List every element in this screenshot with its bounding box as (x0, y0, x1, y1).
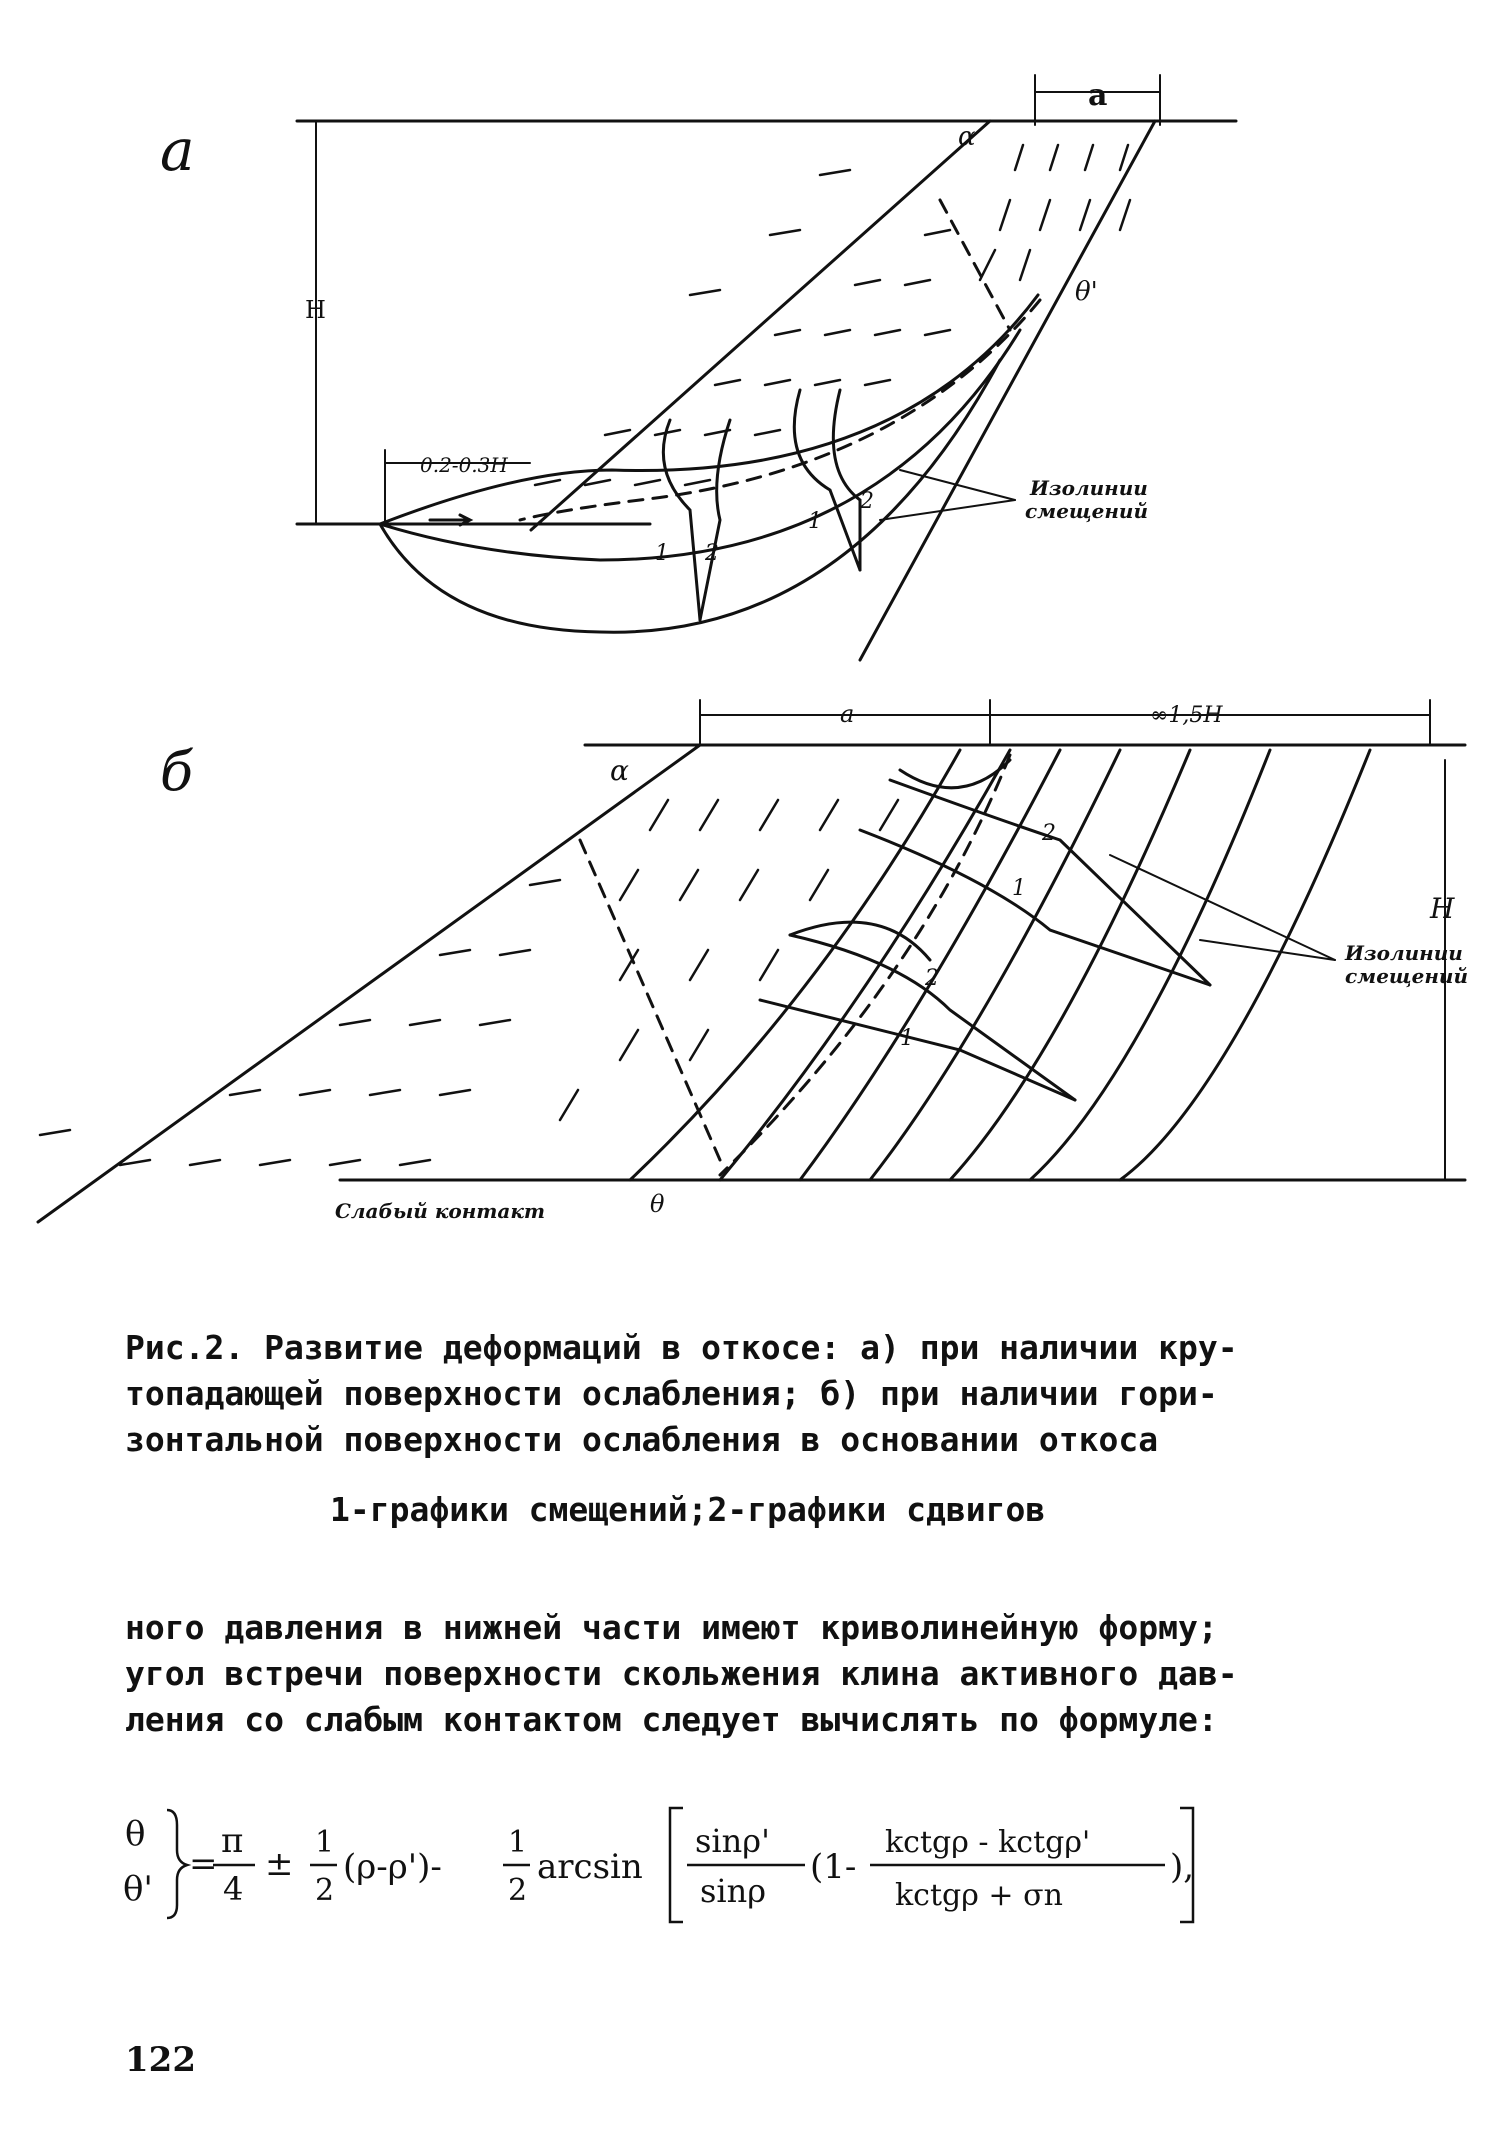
panel-a-label: а (160, 116, 195, 184)
dashed-internal-line (940, 200, 1010, 330)
figure-legend: 1-графики смещений;2-графики сдвигов (330, 1490, 1046, 1529)
figure-caption (125, 1325, 1425, 1463)
theta-prime-label-a: θ' (1075, 277, 1098, 307)
isolines-label-a-1: Изолинии (1030, 476, 1148, 500)
weak-contact-label: Слабый контакт (335, 1199, 546, 1223)
lhs-theta-prime: θ' (123, 1869, 153, 1909)
isolines-label-a-2: смещений (1025, 499, 1148, 523)
theta-label-b: θ (650, 1190, 665, 1218)
one-minus: (1- (810, 1847, 857, 1887)
sin-denominator: sinρ (700, 1872, 767, 1910)
panel-b-hatching (40, 800, 898, 1165)
height-label-a: H (305, 296, 326, 324)
pm-sign: ± (265, 1844, 294, 1884)
curve-2-label-b2: 2 (925, 966, 939, 991)
alpha-label-b: α (610, 754, 629, 787)
height-label-b: H (1430, 892, 1455, 925)
curve-2-label-a2: 2 (860, 489, 874, 514)
half-den-1: 2 (315, 1873, 335, 1908)
displacement-plot-1b (794, 390, 860, 570)
steep-weakness-line (860, 121, 1155, 660)
slip-curve-b1 (720, 750, 1010, 1180)
panel-b-label: б (160, 740, 193, 803)
sin-numerator: sinρ' (695, 1822, 770, 1860)
curve-1-label-a1: 1 (655, 541, 669, 566)
left-bracket (670, 1808, 683, 1922)
width-label-b-a: a (840, 700, 855, 728)
slip-curve-b7 (630, 750, 960, 1180)
offset-label-a: 0.2-0.3H (420, 453, 508, 477)
kctg-denominator: kctgρ + σn (895, 1878, 1063, 1913)
panel-b-diagram (38, 700, 1465, 1222)
theta-formula (115, 1790, 1415, 1940)
displacement-plot-2a (700, 420, 730, 620)
slip-curve-b3 (870, 750, 1120, 1180)
rho-diff: (ρ-ρ')- (343, 1847, 442, 1887)
curve-1-label-a2: 1 (808, 509, 822, 534)
slip-curve-b2 (800, 750, 1060, 1180)
slip-curve-outer (380, 360, 1000, 632)
lhs-theta: θ (125, 1814, 146, 1854)
slope-face (531, 121, 990, 530)
dashed-slip-b (720, 755, 1010, 1175)
page-number: 122 (125, 2040, 196, 2080)
panel-a-diagram (297, 75, 1236, 660)
width-label-a: а (1088, 78, 1108, 113)
pi-symbol: π (221, 1821, 244, 1861)
curve-1-label-b2: 1 (900, 1026, 914, 1051)
body-line-2: угол встречи поверхности скольжения клина активного дав- (125, 1654, 1238, 1693)
caption-line-3: зонтальной поверхности ослабления в основании откоса (125, 1420, 1159, 1459)
alpha-label-a: α (958, 122, 976, 152)
curve-2-label-b1: 2 (1042, 821, 1056, 846)
body-line-1: ного давления в нижней части имеют криволинейную форму; (125, 1608, 1218, 1647)
curve-1-label-b1: 1 (1012, 876, 1026, 901)
half-den-2: 2 (508, 1873, 528, 1908)
displacement-plot-1a (663, 420, 700, 620)
bump-upper (900, 760, 1010, 788)
kctg-numerator: kctgρ - kctgρ' (885, 1825, 1091, 1860)
caption-line-2: топадающей поверхности ослабления; б) при наличии гори- (125, 1374, 1218, 1413)
disp-plot-b-upper-2 (890, 780, 1210, 985)
width-label-b-b: ∞1,5H (1150, 703, 1223, 728)
isolines-label-b-2: смещений (1345, 964, 1468, 988)
body-paragraph (125, 1605, 1425, 1743)
disp-plot-b-upper-1 (860, 830, 1210, 985)
equals-sign: = (189, 1844, 218, 1884)
caption-line-1: Рис.2. Развитие деформаций в откосе: а) при наличии кру- (125, 1328, 1238, 1367)
body-line-3: ления со слабым контактом следует вычислять по формуле: (125, 1700, 1218, 1739)
disp-plot-b-lower-1 (760, 1000, 1075, 1100)
arcsin-text: arcsin (537, 1847, 643, 1887)
slope-face-b (38, 745, 700, 1222)
curve-2-label-a1: 2 (705, 541, 719, 566)
isolines-label-b-1: Изолинии (1345, 941, 1463, 965)
four-digit: 4 (223, 1870, 244, 1908)
formula-tail: ), (1170, 1847, 1195, 1887)
half-num-1: 1 (315, 1825, 335, 1860)
lhs-brace (167, 1810, 187, 1918)
half-num-2: 1 (508, 1825, 528, 1860)
